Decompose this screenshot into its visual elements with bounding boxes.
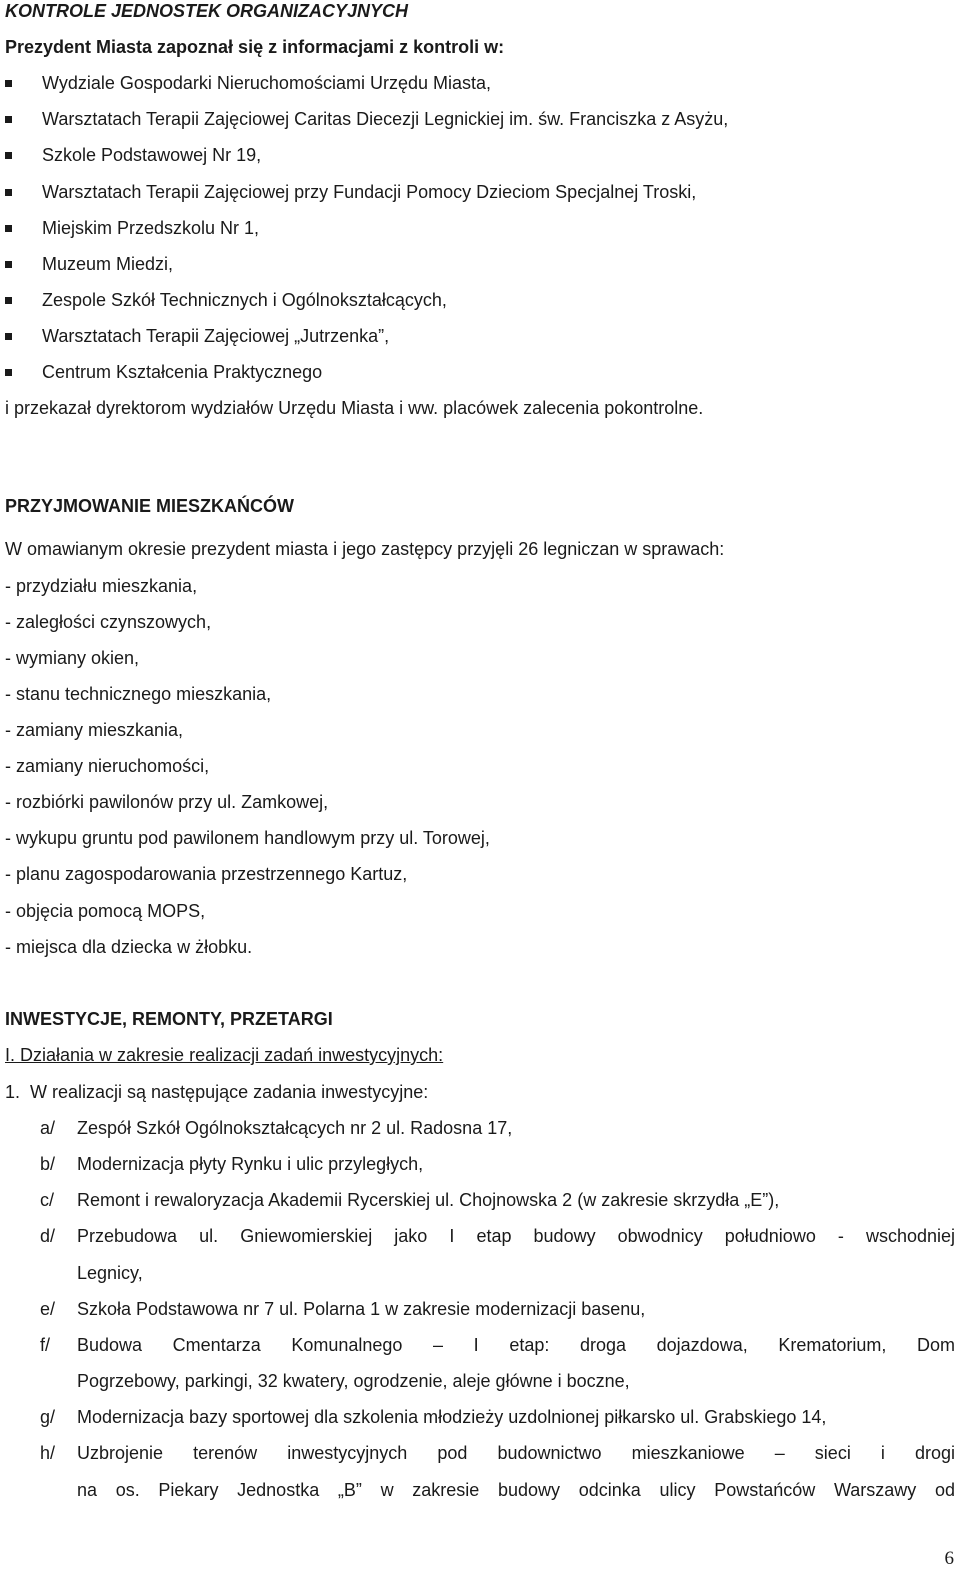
list-item: - wykupu gruntu pod pawilonem handlowym przy ul. Torowej, bbox=[5, 828, 490, 848]
list-item-continuation: Pogrzebowy, parkingi, 32 kwatery, ogrodzenie, aleje główne i boczne, bbox=[77, 1371, 630, 1391]
section-closing-kontrole: i przekazał dyrektorom wydziałów Urzędu Miasta i ww. placówek zalecenia pokontrolne. bbox=[5, 398, 704, 418]
list-item: - zaległości czynszowych, bbox=[5, 612, 212, 632]
page-number: 6 bbox=[944, 1548, 954, 1569]
square-bullet-icon bbox=[5, 189, 12, 196]
list-item: - miejsca dla dziecka w żłobku. bbox=[5, 937, 253, 957]
list-item: - zamiany mieszkania, bbox=[5, 720, 184, 740]
square-bullet-icon bbox=[5, 116, 12, 123]
section-intro-przyjmowanie: W omawianym okresie prezydent miasta i jego zastępcy przyjęli 26 legniczan w sprawach: bbox=[5, 539, 725, 559]
list-item: - planu zagospodarowania przestrzennego Kartuz, bbox=[5, 864, 408, 884]
list-item: - zamiany nieruchomości, bbox=[5, 756, 210, 776]
section-heading-kontrole: KONTROLE JEDNOSTEK ORGANIZACYJNYCH bbox=[5, 1, 409, 21]
square-bullet-icon bbox=[5, 369, 12, 376]
list-item: - rozbiórki pawilonów przy ul. Zamkowej, bbox=[5, 792, 329, 812]
list-item: - wymiany okien, bbox=[5, 648, 140, 668]
section-heading-przyjmowanie: PRZYJMOWANIE MIESZKAŃCÓW bbox=[5, 496, 295, 516]
section-intro-kontrole: Prezydent Miasta zapoznał się z informacjami z kontroli w: bbox=[5, 37, 505, 57]
numbered-point: 1. W realizacji są następujące zadania inwestycyjne: bbox=[5, 1082, 429, 1102]
square-bullet-icon bbox=[5, 333, 12, 340]
list-item: - przydziału mieszkania, bbox=[5, 576, 198, 596]
list-item: - stanu technicznego mieszkania, bbox=[5, 684, 272, 704]
section-subheading: I. Działania w zakresie realizacji zadań inwestycyjnych: bbox=[5, 1045, 444, 1065]
list-item-continuation: Legnicy, bbox=[77, 1263, 143, 1283]
square-bullet-icon bbox=[5, 225, 12, 232]
document-page: KONTROLE JEDNOSTEK ORGANIZACYJNYCH Prezydent Miasta zapoznał się z informacjami z kontroli w: Wydziale Gospodarki Nieruchomościami Urzędu Miasta, Warsztatach Terapii Zajęciowej Caritas Diecezji Legnickiej im. św. Franciszka z Asyżu, Szkole Podstawowej Nr 19, Warsztatach Terapii Zajęciowej przy Fundacji Pomocy Dzieciom Specjalnej Troski, Miejskim Przedszkolu Nr 1, Muzeum Miedzi, Zespole Szkół Technicznych i Ogólnokształcących, Warsztatach Terapii Zajęciowej „Jutrzenka”, Centrum Kształcenia Praktycznego i przekazał dyrektorom wydziałów Urzędu Miasta i ww. placówek zalecenia pokontrolne. PRZYJMOWANIE MIESZKAŃCÓW W omawianym okresie prezydent miasta i jego zastępcy przyjęli 26 legniczan w sprawach: - przydziału mieszkania, - zaległości czynszowych, - wymiany okien, - stanu technicznego mieszkania, - zamiany mieszkania, - zamiany nieruchomości, - rozbiórki pawilonów przy ul. Zamkowej, - wykupu gruntu pod pawilonem handlowym przy ul. Torowej, - planu zagospodarowania przestrzennego Kartuz, - objęcia pomocą MOPS, - miejsca dla dziecka w żłobku. INWESTYCJE, REMONTY, PRZETARGI I. Działania w zakresie realizacji zadań inwestycyjnych: 1. W realizacji są następujące zadania inwestycyjne: a/ Zespół Szkół Ogólnokształcących nr 2 ul. Radosna 17, b/ Modernizacja płyty Rynku i ulic przyległych, c/ Remont i rewaloryzacja Akademii Rycerskiej ul. Chojnowska 2 (w zakresie skrzydła „E”), d/ Przebudowa ul. Gniewomierskiej jako I etap budowy obwodnicy południowo - wschodniej Legnicy, e/ Szkoła Podstawowa nr 7 ul. Polarna 1 w zakresie modernizacji basenu, f/ Budowa Cmentarza Komunalnego – I etap: droga dojazdowa, Krematorium, Dom Pogrzebowy, parkingi, 32 kwatery, ogrodzenie, aleje główne i boczne, g/ Modernizacja bazy sportowej dla szkolenia młodzieży uzdolnionej piłkarsko ul. Grabskiego 14, h/ Uzbrojenie terenów inwestycyjnych pod budownictwo mieszkaniowe – sieci i drogi na os. Piekary Jednostka „B” w zakresie budowy odcinka ulicy Powstańców Warszawy od 6 bbox=[5, 1, 955, 1569]
section-heading-inwestycje: INWESTYCJE, REMONTY, PRZETARGI bbox=[5, 1009, 333, 1029]
square-bullet-icon bbox=[5, 152, 12, 159]
square-bullet-icon bbox=[5, 297, 12, 304]
list-item: - objęcia pomocą MOPS, bbox=[5, 901, 206, 921]
square-bullet-icon bbox=[5, 261, 12, 268]
square-bullet-icon bbox=[5, 80, 12, 87]
